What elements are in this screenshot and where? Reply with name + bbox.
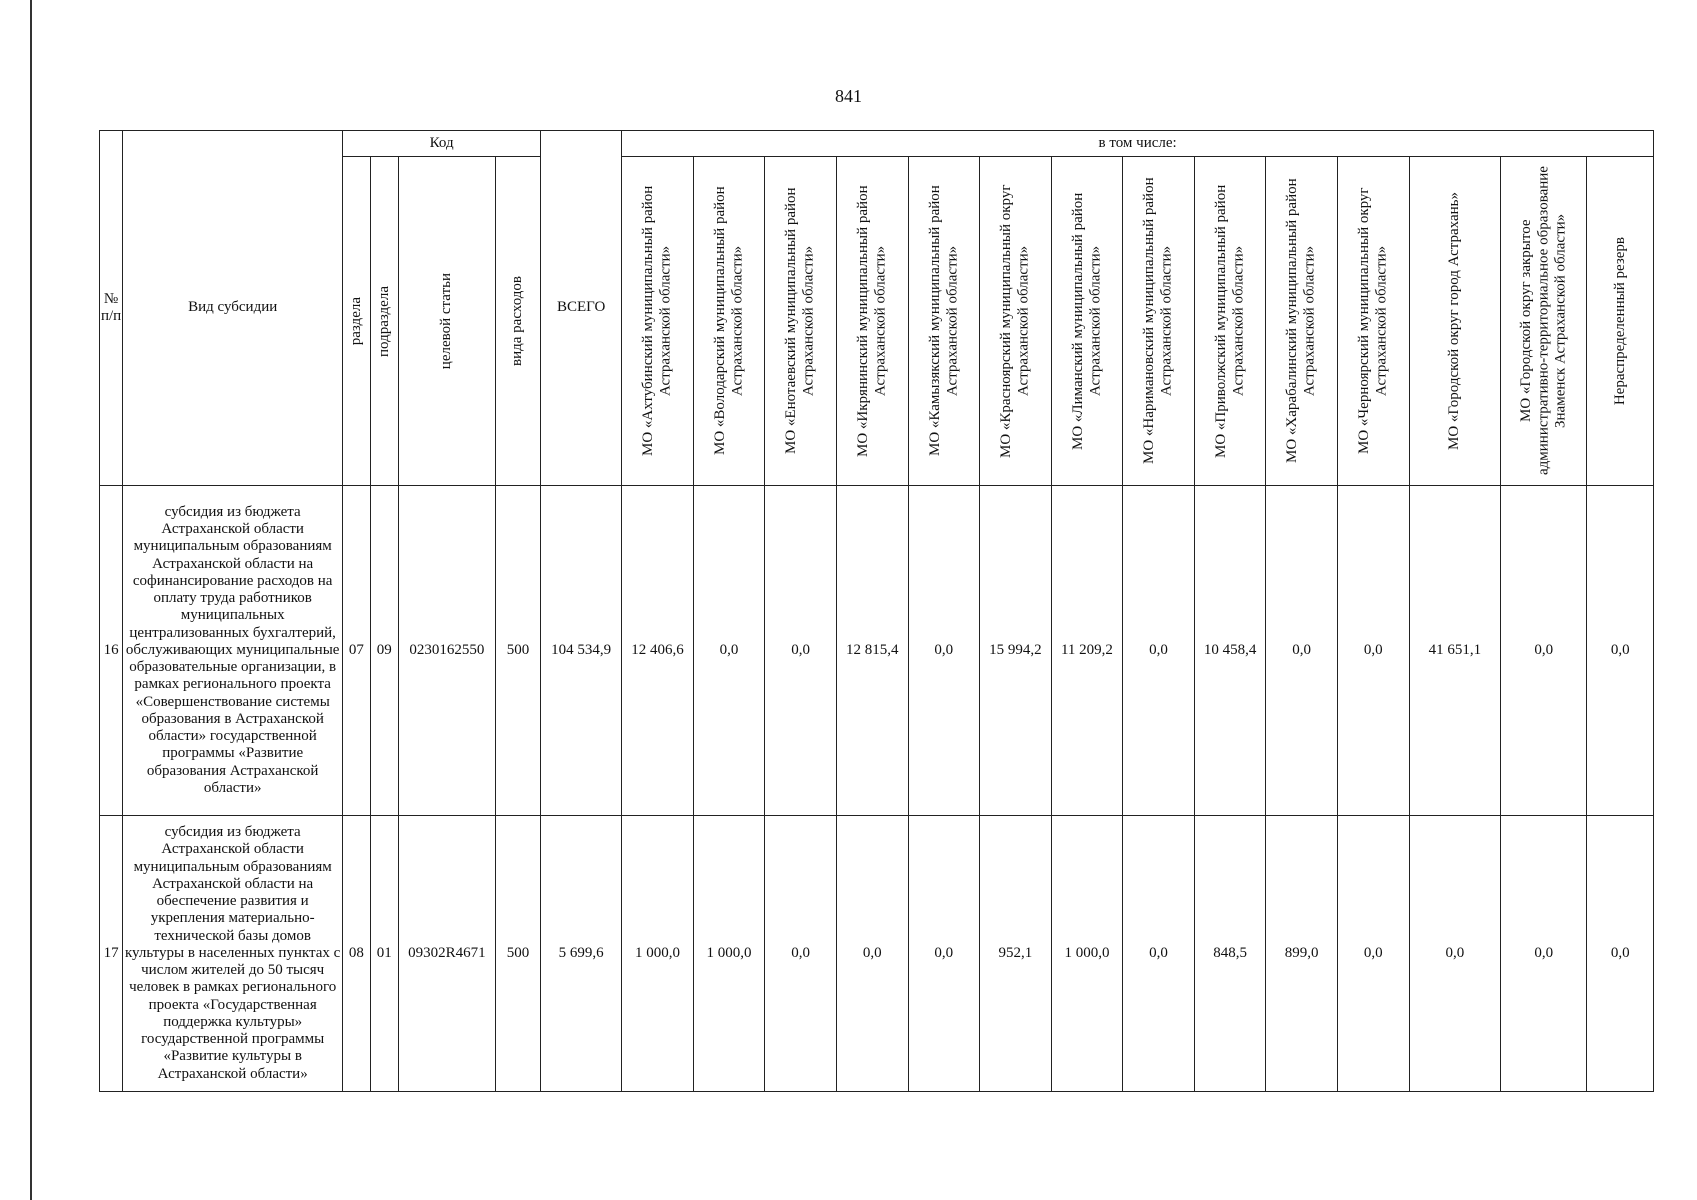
municipality-amount: 10 458,4: [1194, 486, 1266, 816]
header-municipality: МО «Лиманский муниципальный район Астраханской области»: [1051, 157, 1123, 486]
municipality-amount: 12 406,6: [622, 486, 694, 816]
subsidy-table: [99, 130, 1654, 1092]
total-amount: 5 699,6: [541, 816, 622, 1092]
municipality-amount: 0,0: [1587, 486, 1654, 816]
municipality-amount: 12 815,4: [836, 486, 908, 816]
header-total: ВСЕГО: [541, 131, 622, 486]
total-amount: 104 534,9: [541, 486, 622, 816]
municipality-amount: 1 000,0: [693, 816, 765, 1092]
municipality-amount: 0,0: [693, 486, 765, 816]
header-num: № п/п: [100, 131, 123, 486]
table-row: [100, 816, 1654, 1092]
row-number: 16: [100, 486, 123, 816]
municipality-amount: 0,0: [1337, 486, 1409, 816]
header-municipality: МО «Володарский муниципальный район Астраханской области»: [693, 157, 765, 486]
header-municipality: МО «Красноярский муниципальный округ Астраханской области»: [980, 157, 1052, 486]
page-number: 841: [835, 86, 862, 106]
target-article-code: 09302R4671: [398, 816, 495, 1092]
header-section: раздела: [343, 157, 370, 486]
header-row-top: [100, 131, 1654, 157]
section-code: 07: [343, 486, 370, 816]
header-municipality: МО «Приволжский муниципальный район Астраханской области»: [1194, 157, 1266, 486]
subsection-code: 09: [370, 486, 398, 816]
municipality-amount: 0,0: [1409, 816, 1501, 1092]
header-municipality: МО «Ахтубинский муниципальный район Астраханской области»: [622, 157, 694, 486]
municipality-amount: 0,0: [1266, 486, 1338, 816]
municipality-amount: 1 000,0: [1051, 816, 1123, 1092]
municipality-amount: 0,0: [1587, 816, 1654, 1092]
municipality-amount: 1 000,0: [622, 816, 694, 1092]
municipality-amount: 0,0: [765, 816, 837, 1092]
target-article-code: 0230162550: [398, 486, 495, 816]
header-subsection: подраздела: [370, 157, 398, 486]
header-municipality: МО «Городской округ закрытое административно-территориальное образование Знаменск Астраханской области»: [1501, 157, 1587, 486]
header-municipality: МО «Харабалинский муниципальный район Астраханской области»: [1266, 157, 1338, 486]
municipality-amount: 0,0: [1123, 816, 1195, 1092]
header-municipality: МО «Камызякский муниципальный район Астраханской области»: [908, 157, 980, 486]
binding-margin-line: [30, 0, 32, 1200]
header-municipality: Нераспределенный резерв: [1587, 157, 1654, 486]
header-including: в том числе:: [622, 131, 1654, 157]
municipality-amount: 0,0: [1337, 816, 1409, 1092]
municipality-amount: 0,0: [1501, 486, 1587, 816]
subsidy-description: субсидия из бюджета Астраханской области муниципальным образованиям Астраханской области на обеспечение развития и укрепления материально-технической базы домов культуры в населенных пунктах с числом жителей до 50 тысяч человек в рамках регионального проекта «Государственная поддержка культуры» государственной программы «Развитие культуры в Астраханской области»: [123, 816, 343, 1092]
section-code: 08: [343, 816, 370, 1092]
municipality-amount: 0,0: [836, 816, 908, 1092]
municipality-amount: 952,1: [980, 816, 1052, 1092]
municipality-amount: 899,0: [1266, 816, 1338, 1092]
municipality-amount: 0,0: [908, 816, 980, 1092]
header-municipality: МО «Наримановский муниципальный район Астраханской области»: [1123, 157, 1195, 486]
header-code: Код: [343, 131, 541, 157]
municipality-amount: 848,5: [1194, 816, 1266, 1092]
table-row: [100, 486, 1654, 816]
municipality-amount: 0,0: [1501, 816, 1587, 1092]
subsection-code: 01: [370, 816, 398, 1092]
municipality-amount: 0,0: [765, 486, 837, 816]
header-municipality: МО «Городской округ город Астрахань»: [1409, 157, 1501, 486]
municipality-amount: 15 994,2: [980, 486, 1052, 816]
row-number: 17: [100, 816, 123, 1092]
expense-type-code: 500: [495, 486, 540, 816]
header-municipality: МО «Черноярский муниципальный округ Астраханской области»: [1337, 157, 1409, 486]
expense-type-code: 500: [495, 816, 540, 1092]
header-target-article: целевой статьи: [398, 157, 495, 486]
header-municipality: МО «Икрянинский муниципальный район Астраханской области»: [836, 157, 908, 486]
header-municipality: МО «Енотаевский муниципальный район Астраханской области»: [765, 157, 837, 486]
header-expense-type: вида расходов: [495, 157, 540, 486]
municipality-amount: 0,0: [1123, 486, 1195, 816]
subsidy-description: субсидия из бюджета Астраханской области муниципальным образованиям Астраханской области на софинансирование расходов на оплату труда работников муниципальных централизованных бухгалтерий, обслуживающих муниципальные образовательные организации, в рамках регионального проекта «Совершенствование системы образования в Астраханской области» государственной программы «Развитие образования Астраханской области»: [123, 486, 343, 816]
municipality-amount: 41 651,1: [1409, 486, 1501, 816]
municipality-amount: 11 209,2: [1051, 486, 1123, 816]
municipality-amount: 0,0: [908, 486, 980, 816]
header-subsidy-type: Вид субсидии: [123, 131, 343, 486]
